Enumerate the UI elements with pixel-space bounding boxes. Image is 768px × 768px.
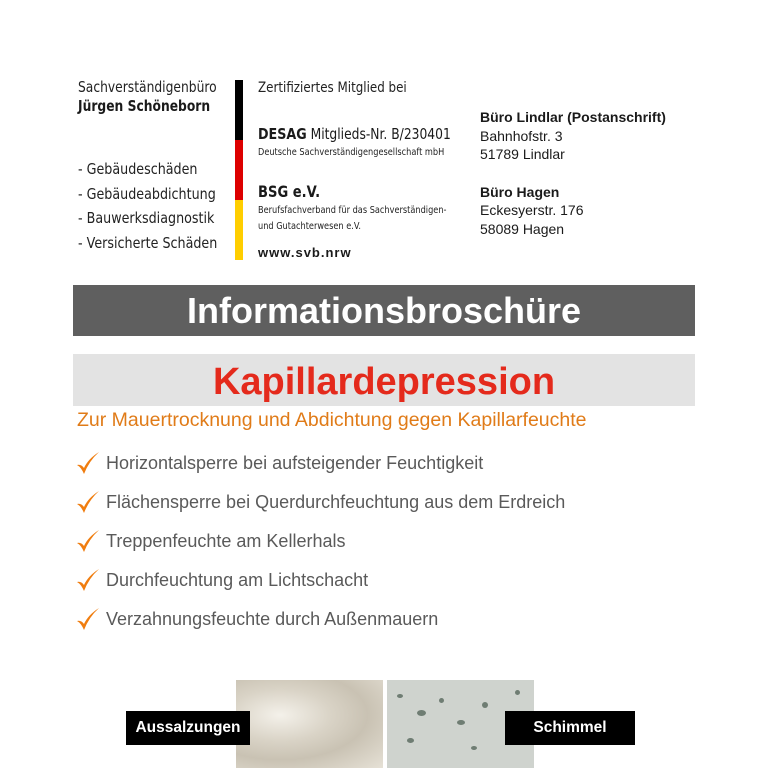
list-item (74, 522, 565, 561)
service-item: - Versicherte Schäden (78, 233, 218, 252)
bsg-name: BSG e.V. (258, 182, 321, 201)
checkmark-icon (74, 489, 102, 517)
checkmark-icon (74, 606, 102, 634)
flag-stripe-black (235, 80, 243, 140)
list-item-text: Horizontalsperre bei aufsteigender Feuchtigkeit (106, 453, 484, 473)
list-item-text: Treppenfeuchte am Kellerhals (106, 531, 346, 551)
office-hagen (480, 183, 666, 239)
certified-label: Zertifiziertes Mitglied bei (258, 80, 407, 96)
service-item: - Gebäudeschäden (78, 160, 198, 178)
flag-bar (235, 80, 243, 260)
main-title: Kapillardepression (73, 354, 695, 406)
services-list (78, 157, 248, 255)
list-item (74, 561, 565, 600)
owner-name: Jürgen Schöneborn (78, 97, 211, 115)
list-item-text: Durchfeuchtung am Lichtschacht (106, 570, 369, 590)
desag-member-number: Mitglieds-Nr. B/230401 (310, 125, 451, 143)
service-item: - Bauwerksdiagnostik (78, 209, 215, 227)
list-item-text: Flächensperre bei Querdurchfeuchtung aus dem Erdreich (106, 492, 566, 512)
bsg-full-name-2: und Gutachterwesen e.V. (258, 221, 362, 232)
desag-name: DESAG (258, 125, 307, 143)
website-link[interactable]: www.svb.nrw (258, 245, 352, 260)
desag-full-name: Deutsche Sachverständigengesellschaft mbH (258, 147, 445, 158)
office-hagen-street: Eckesyerstr. 176 (480, 202, 584, 218)
checkmark-icon (74, 450, 102, 478)
mold-spot (482, 702, 488, 708)
topic-checklist (74, 444, 565, 639)
mold-spot (407, 738, 414, 743)
checkmark-icon (74, 567, 102, 595)
mold-spot (439, 698, 444, 703)
service-item: - Gebäudeabdichtung (78, 184, 216, 203)
list-item (74, 483, 565, 522)
mold-spot (515, 690, 520, 695)
desag-line (258, 125, 451, 143)
addresses (480, 108, 666, 238)
office-lindlar-title: Büro Lindlar (Postanschrift) (480, 109, 666, 125)
brochure-banner: Informationsbroschüre (73, 285, 695, 336)
subtitle: Zur Mauertrocknung und Abdichtung gegen Kapillarfeuchte (77, 409, 587, 431)
efflorescence-photo (236, 680, 383, 768)
office-header (78, 78, 238, 116)
checkmark-icon (74, 528, 102, 556)
mold-spot (417, 710, 426, 716)
membership-block (258, 79, 451, 260)
office-name: Sachverständigenbüro (78, 78, 217, 96)
office-lindlar-street: Bahnhofstr. 3 (480, 127, 563, 144)
photo-label-mold: Schimmel (505, 711, 635, 745)
list-item (74, 444, 565, 483)
bsg-full-name-1: Berufsfachverband für das Sachverständigen- (258, 205, 447, 216)
office-lindlar (480, 108, 666, 164)
mold-spot (471, 746, 477, 750)
photo-label-efflorescence: Aussalzungen (126, 711, 250, 745)
list-item-text: Verzahnungsfeuchte durch Außenmauern (106, 609, 439, 629)
flag-stripe-gold (235, 200, 243, 260)
office-hagen-city: 58089 Hagen (480, 220, 565, 237)
mold-spot (397, 694, 403, 698)
office-hagen-title: Büro Hagen (480, 183, 560, 200)
flag-stripe-red (235, 140, 243, 200)
mold-spot (457, 720, 465, 725)
office-lindlar-city: 51789 Lindlar (480, 146, 565, 162)
list-item (74, 600, 565, 639)
